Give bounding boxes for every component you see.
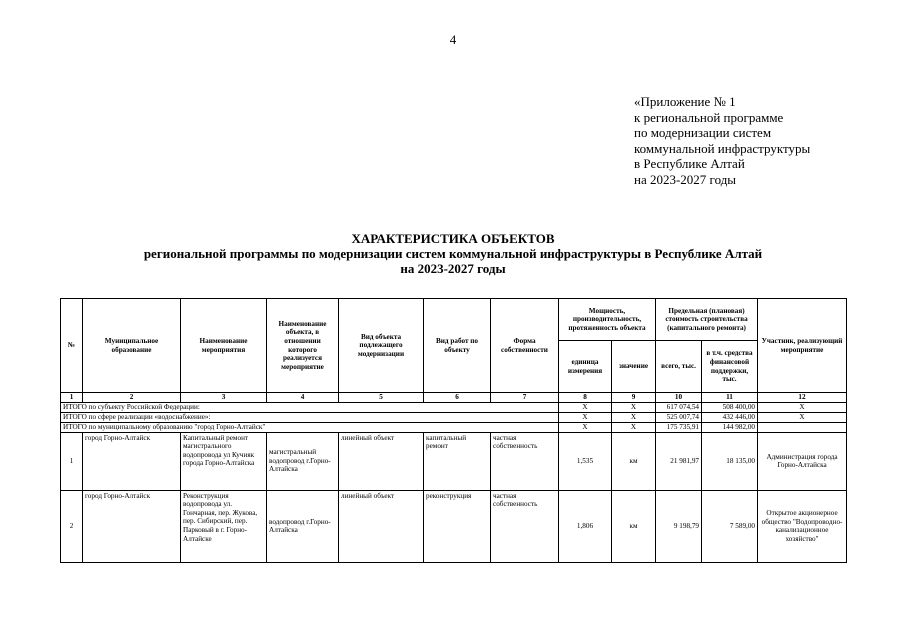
table-row: [61, 490, 847, 562]
column-number: 11: [702, 393, 758, 403]
header-value: значение: [612, 341, 656, 393]
column-number: 7: [491, 393, 559, 403]
title-line-2: региональной программы по модернизации систем коммунальной инфраструктуры в Республике Алтай: [143, 246, 763, 261]
total-c8: X: [559, 402, 612, 412]
row-num: 2: [61, 490, 83, 562]
column-number: 3: [181, 393, 267, 403]
row-participant: Открытое акционерное общество "Водопроводно-канализационное хозяйство": [758, 490, 847, 562]
table-row: [61, 432, 847, 490]
header-participant: Участник, реализующий мероприятие: [758, 299, 847, 393]
objects-table: [60, 298, 847, 563]
column-number: 2: [83, 393, 181, 403]
row-value: 1,806: [559, 490, 612, 562]
header-measure: Наименование мероприятия: [181, 299, 267, 393]
header-ownership: Форма собственности: [491, 299, 559, 393]
row-work-type: капитальный ремонт: [424, 432, 491, 490]
header-object-name: Наименование объекта, в отношении которого реализуется мероприятие: [267, 299, 339, 393]
title-line-3: на 2023-2027 годы: [400, 261, 506, 276]
appendix-line: к региональной программе: [634, 109, 784, 125]
row-unit: км: [612, 490, 656, 562]
appendix-line: по модернизации систем: [634, 125, 772, 141]
total-c8: X: [559, 422, 612, 432]
row-value: 1,535: [559, 432, 612, 490]
column-number-row: [61, 393, 847, 403]
appendix-line: «Приложение № 1: [634, 94, 736, 109]
row-num: 1: [61, 432, 83, 490]
row-object-type: линейный объект: [339, 432, 424, 490]
appendix-line: на 2023-2027 годы: [634, 171, 737, 187]
row-measure: Капитальный ремонт магистрального водопровода ул Кучияк города Горно-Алтайска: [181, 432, 267, 490]
total-row: [61, 422, 847, 432]
row-ownership: частная собственность: [491, 490, 559, 562]
row-unit: км: [612, 432, 656, 490]
header-unit: единица измерения: [559, 341, 612, 393]
header-incl: в т.ч. средства финансовой поддержки, тыс.: [702, 341, 758, 393]
row-measure: Реконструкция водопровода ул. Гончарная, пер. Жукова, пер. Сибирский, пер. Парковый в г. Горно-Алтайске: [181, 490, 267, 562]
row-incl: 7 589,00: [702, 490, 758, 562]
row-work-type: реконструкция: [424, 490, 491, 562]
row-ownership: частная собственность: [491, 432, 559, 490]
column-number: 1: [61, 393, 83, 403]
total-c11: 144 982,00: [702, 422, 758, 432]
title-line-1: ХАРАКТЕРИСТИКА ОБЪЕКТОВ: [351, 231, 555, 246]
header-object-type: Вид объекта подлежащего модернизации: [339, 299, 424, 393]
row-object-name: магистральный водопровод г.Горно-Алтайска: [267, 432, 339, 490]
total-label: ИТОГО по субъекту Российской Федерации:: [61, 402, 559, 412]
total-c10: 175 735,91: [656, 422, 702, 432]
row-object-type: линейный объект: [339, 490, 424, 562]
total-c12: X: [758, 402, 847, 412]
header-capacity: Мощность, производительность, протяженность объекта: [559, 299, 656, 341]
column-number: 4: [267, 393, 339, 403]
total-c11: 432 446,00: [702, 412, 758, 422]
column-number: 8: [559, 393, 612, 403]
total-c10: 525 007,74: [656, 412, 702, 422]
column-number: 6: [424, 393, 491, 403]
appendix-note: [634, 94, 810, 188]
total-c9: X: [612, 412, 656, 422]
header-work-type: Вид работ по объекту: [424, 299, 491, 393]
row-participant: Администрация города Горно-Алтайска: [758, 432, 847, 490]
row-object-name: водопровод г.Горно-Алтайска: [267, 490, 339, 562]
row-municipality: город Горно-Алтайск: [83, 432, 181, 490]
total-c8: X: [559, 412, 612, 422]
header-total: всего, тыс.: [656, 341, 702, 393]
header-cost: Предельная (плановая) стоимость строительства (капитального ремонта): [656, 299, 758, 341]
total-c9: X: [612, 422, 656, 432]
appendix-line: в Республике Алтай: [634, 156, 745, 172]
appendix-line: коммунальной инфраструктуры: [634, 140, 811, 156]
total-c11: 508 400,00: [702, 402, 758, 412]
header-municipality: Муниципальное образование: [83, 299, 181, 393]
row-total: 9 198,79: [656, 490, 702, 562]
total-c10: 617 074,54: [656, 402, 702, 412]
total-label: ИТОГО по сфере реализации «водоснабжение»:: [61, 412, 559, 422]
row-municipality: город Горно-Алтайск: [83, 490, 181, 562]
total-label: ИТОГО по муниципальному образованию "город Горно-Алтайск": [61, 422, 559, 432]
document-title: [0, 231, 906, 276]
total-row: [61, 402, 847, 412]
total-c12: [758, 422, 847, 432]
column-number: 10: [656, 393, 702, 403]
column-number: 9: [612, 393, 656, 403]
total-c9: X: [612, 402, 656, 412]
total-c12: X: [758, 412, 847, 422]
page-number: 4: [449, 32, 457, 47]
row-incl: 18 135,00: [702, 432, 758, 490]
row-total: 21 981,97: [656, 432, 702, 490]
column-number: 12: [758, 393, 847, 403]
header-num: №: [61, 299, 83, 393]
column-number: 5: [339, 393, 424, 403]
total-row: [61, 412, 847, 422]
